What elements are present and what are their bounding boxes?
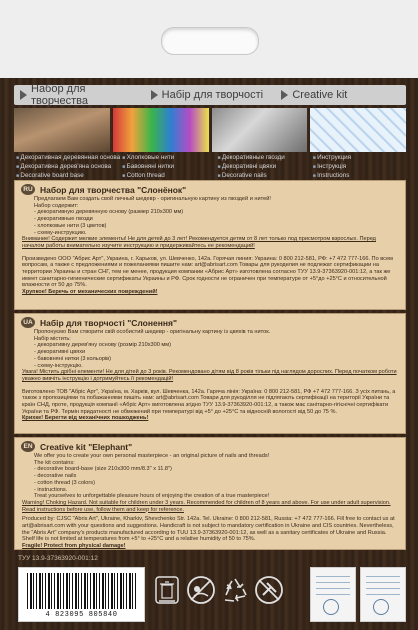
lang-badge-en: EN <box>21 441 35 452</box>
lang-badge-ru: RU <box>21 184 35 195</box>
title-ru: Набор для творчества <box>31 83 88 107</box>
fragile-en: Fragile! Protect from physical damage! <box>22 543 126 550</box>
fragile-ru: Хрупкое! Беречь от механических повреждений! <box>22 289 158 296</box>
instruction-photo <box>310 108 406 152</box>
panel-ru: RU Набор для творчества "Слонёнок" Предлагаем Вам создать свой личный шедевр - оригинальную картину из гвоздей и нитей! Набор содержит: - декоративную деревянную основу (размер 210x300 мм) - декоративные гвозди - хлопковые нити (3 цветов) - схему-инструкцию. Внимание! Содержит мелкие элементы! Не для детей до 3 лет! Рекомендуется детям от 8 лет только под присмотром взрослых. Перед началом работы внимательно изучите инструкцию и придерживайтесь ее рекомендаций! Произведено ООО "Абрис Арт", Украина, г. Харьков, ул. Шевченко, 142а. Горячая линия: Украина: 0 800 212-581, РФ: +7 472 777-166. По всем вопросам, а также с предложениями и пожеланиями пишите нам: art@abrisart.com Товары для рукоделия не подлежат сертификации на территории Украины и стран СНГ, тем не менее, продукция компании «Абрис Арт» изготовлена согласно ТУУ 13.9-37363920-001:12, а так же имеет санитарно-гигиенические сертификаты Украины и РФ. Срок годности не ограничен при температуре от +5°до +25°С и относительной влажности от 50 до 75%. Хрупкое! Беречь от механических повреждений! <box>14 180 406 310</box>
threads-photo <box>113 108 209 152</box>
panel-en: EN Creative kit "Elephant" We offer you to create your own personal masterpiece - an original picture of nails and threads! The kit contains: - decorative board-base (size 210x300 mm/8.3" x 11.8") - decorative nails - cotton thread (3 colors) - instructions. Treat yourselves to unforgettable pleasure hours of enjoying the creation of a true masterpiece! Warning! Choking Hazard. Not suitable for children under 3 years. Recommended for children of 8 years and above. For use under adult supervision. Read instructions before use, follow them and keep for reference. Produced by: CJSC "Abris Art", Ukraine, Kharkiv, Shevchenko Str. 142a. Tel. Ukraine: 0 800 212-581, Russia: +7 472 777-166. Fill free to contact us at art@abrisart.com with your questions and suggestions. Handicraft is not subject to mandatory certification in Ukraine and CIS countries. Nevertheless, the "Abris Art" company's products manufactured according to TUU 13.9-37363920-001:12, as well as a sanitary certificates of Ukraine and Russia. Shelf life is not limited at temperatures from +5° to +25°C and a relative humidity of 50 to 75%. Fragile! Protect from physical damage! <box>14 437 406 550</box>
board-photo <box>14 108 110 152</box>
barcode <box>18 567 145 622</box>
bullet-instructions: ■ Инструкция ■ Інструкція ■ Instructions <box>311 154 406 178</box>
nails-photo <box>212 108 308 152</box>
triangle-icon <box>281 90 288 100</box>
age-3-warning-icon <box>186 575 216 605</box>
certificates <box>310 567 406 622</box>
bullet-board: ■ Декоративная деревянная основа ■ Декоративна дерев'яна основа ■ Decorative board base <box>14 154 120 178</box>
barcode-number: 4 823095 805840 <box>45 611 118 619</box>
fragile-ua: Крихке! Берегти від механічних пошкоджень! <box>22 415 149 422</box>
safety-icons <box>152 575 302 609</box>
barcode-bars <box>27 573 138 609</box>
warning-ru: Внимание! Содержит мелкие элементы! Не для детей до 3 лет! Рекомендуется детям от 8 лет только под присмотром взрослых. Перед началом работы внимательно изучите инструкцию и придерживайтесь ее рекомендаций! <box>22 236 376 249</box>
bullet-nails: ■ Декоративные гвозди ■ Декоративні цвяхи ■ Decorative nails <box>215 154 310 178</box>
lang-badge-ua: UA <box>21 317 35 328</box>
panel-title-en: Creative kit "Elephant" <box>40 441 133 452</box>
title-ua: Набір для творчості <box>161 89 264 101</box>
warning-en: Warning! Choking Hazard. Not suitable for children under 3 years. Recommended for children of 8 years and above. For use under adult supervision. Read instructions before use, follow them and keep for reference. <box>22 499 391 513</box>
contents-list <box>14 154 406 178</box>
no-tools-icon <box>254 575 284 605</box>
certificate-ru-icon <box>360 567 406 622</box>
kit-title-bar <box>14 85 406 105</box>
bullet-threads: ■ Хлопковые нити ■ Бавовняні нитки ■ Cotton thread <box>120 154 215 178</box>
triangle-icon <box>151 90 158 100</box>
hanger-tab <box>0 0 418 78</box>
title-en: Creative kit <box>292 89 348 101</box>
triangle-icon <box>20 90 27 100</box>
certificate-ua-icon <box>310 567 356 622</box>
hang-hole <box>161 27 259 55</box>
warning-ua: Увага! Містить дрібні елементи! Не для дітей до 3 років. Рекомендовано дітям від 8 років тільки під наглядом дорослих. Перед початком роботи уважно вивчіть інструкцію і дотримуйтесь її рекомендацій! <box>22 369 397 382</box>
contents-photos <box>14 108 406 152</box>
panel-title-ru: Набор для творчества "Слонёнок" <box>40 184 187 195</box>
spec-code: ТУУ 13.9-37363920-001:12 <box>18 555 98 562</box>
trash-bin-icon <box>152 575 182 605</box>
recycle-icon <box>220 575 250 605</box>
panel-title-ua: Набір для творчості "Слонення" <box>40 317 177 328</box>
panel-ua: UA Набір для творчості "Слонення" Пропонуємо Вам створити свій особистий шедевр - оригінальну картину із цвяхів та ниток. Набір містить: - декоративну дерев'яну основу (розмір 210x300 мм) - декоративні цвяхи - бавовняні нитки (3 кольорів) - схему-інструкцію. Увага! Містить дрібні елементи! Не для дітей до 3 років. Рекомендовано дітям від 8 років тільки під наглядом дорослих. Перед початком роботи уважно вивчіть інструкцію і дотримуйтесь її рекомендацій! Виготовлено ТОВ "Абріс Арт", Україна, м. Харків, вул. Шевченка, 142а. Гаряча лінія: Україна: 0 800 212-581, РФ +7 472 777-166. З усіх питань, а також з пропозиціями та побажаннями пишіть нам: art@abrisart.com Товари для рукоділля не підлягають сертифікації на території України та країн СНД, проте, продукція компанії «Абріс Арт» виготовлена згідно ТУУ 13.9-37363920-001:12, а також має санітарно-гігієнічні сертифікати України та РФ. Термін придатності не обмежений при температурі від +5° до +25°С та відносній вологості від 50 до 75 %. Крихке! Берегти від механічних пошкоджень! <box>14 313 406 434</box>
